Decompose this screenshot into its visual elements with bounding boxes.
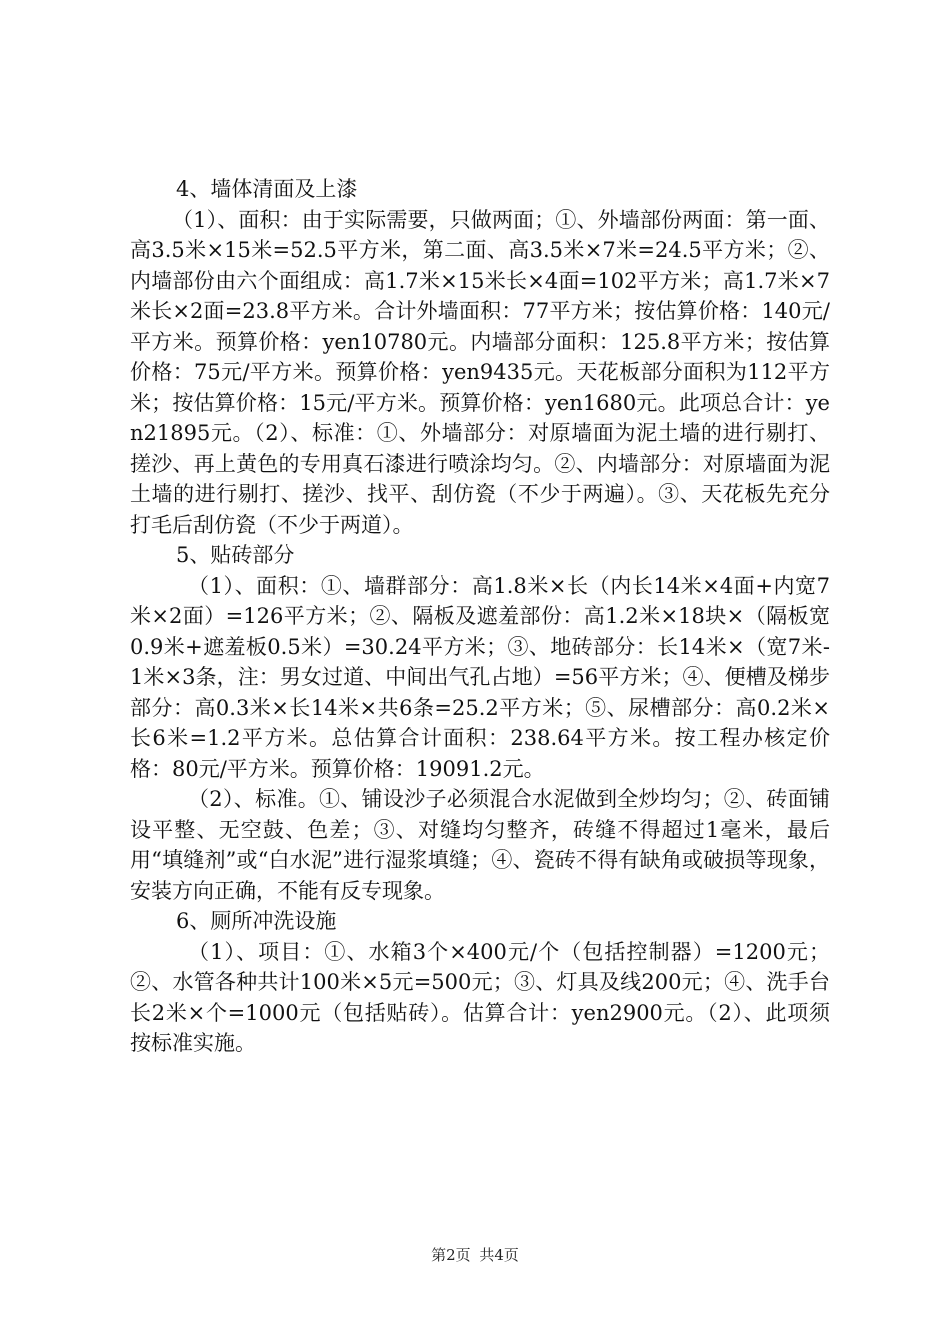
section-5-paragraph-standard: （2）、标准。①、铺设沙子必须混合水泥做到全炒均匀；②、砖面铺设平整、无空鼓、色差；③、对缝均匀整齐，砖缝不得超过1毫米，最后用“填缝剂”或“白水泥”进行湿浆填缝；④、瓷砖不得有缺角或破损等现象，安装方向正确，不能有反专现象。 <box>130 787 830 903</box>
section-4-paragraph: （1）、面积：由于实际需要，只做两面；①、外墙部份两面：第一面、高3.5米×15米=52.5平方米，第二面、高3.5米×7米=24.5平方米；②、内墙部份由六个面组成：高1.7米×15米长×4面=102平方米；高1.7米×7米长×2面=23.8平方米。合计外墙面积：77平方米；按估算价格：140元/平方米。预算价格：yen10780元。内墙部分面积：125.8平方米；按估算价格：75元/平方米。预算价格：yen9435元。天花板部分面积为112平方米；按估算价格：15元/平方米。预算价格：yen1680元。此项总合计：yen21895元。（2）、标准：①、外墙部分：对原墙面为泥土墙的进行剔打、搓沙、再上黄色的专用真石漆进行喷涂均匀。②、内墙部分：对原墙面为泥土墙的进行剔打、搓沙、找平、刮仿瓷（不少于两遍）。③、天花板先充分打毛后刮仿瓷（不少于两道）。 <box>130 207 830 537</box>
section-4-heading: 4、墙体清面及上漆 <box>176 177 358 201</box>
section-5-paragraph-area: （1）、面积：①、墙群部分：高1.8米×长（内长14米×4面+内宽7米×2面）=126平方米；②、隔板及遮羞部份：高1.2米×18块×（隔板宽0.9米+遮羞板0.5米）=30.24平方米；③、地砖部分：长14米×（宽7米-1米×3条，注：男女过道、中间出气孔占地）=56平方米；④、便槽及梯步部分：高0.3米×长14米×共6条=25.2平方米；⑤、尿槽部分：高0.2米×长6米=1.2平方米。总估算合计面积：238.64平方米。按工程办核定价格：80元/平方米。预算价格：19091.2元。 <box>130 573 830 781</box>
section-5-heading: 5、贴砖部分 <box>176 543 295 567</box>
page-footer <box>0 1244 950 1265</box>
section-6-paragraph: （1）、项目：①、水箱3个×400元/个（包括控制器）=1200元；②、水管各种共计100米×5元=500元；③、灯具及线200元；④、洗手台长2米×个=1000元（包括贴砖）。估算合计：yen2900元。（2）、此项须按标准实施。 <box>130 939 830 1055</box>
document-body <box>130 174 830 1059</box>
page-number-total: 共4页 <box>479 1246 519 1264</box>
section-6-heading: 6、厕所冲洗设施 <box>176 909 337 933</box>
page-number-current: 第2页 <box>431 1246 471 1264</box>
